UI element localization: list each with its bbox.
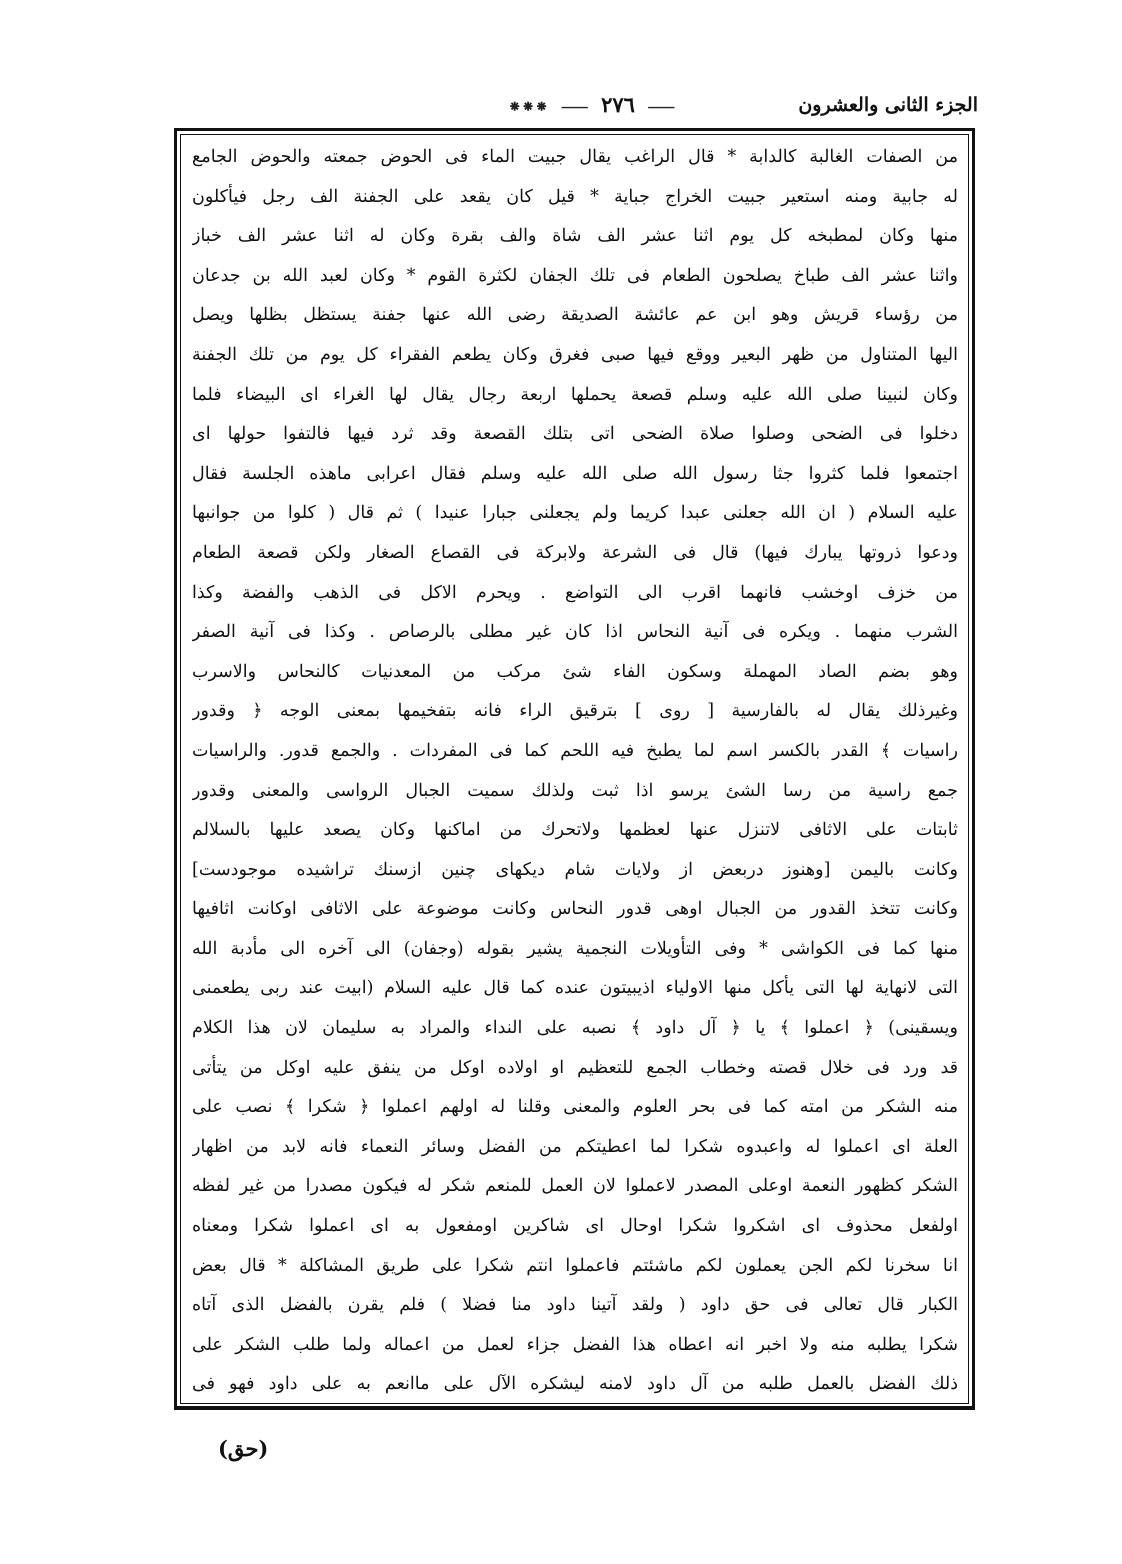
- text-line: اولفعل محذوف اى اشكروا شكرا اوحال اى شاكرين اومفعول به اى اعملوا شكرا ومعناه: [192, 1216, 958, 1237]
- text-line: عليه السلام ( ان الله جعلنى عبدا كريما ولم يجعلنى جبارا عنيدا ) ثم قال ( كلوا من جوانبها: [192, 503, 958, 524]
- text-line: الشكر كظهور النعمة اوعلى المصدر لاعملوا لان العمل للمنعم شكر له فيكون مصدرا من غير لفظه: [192, 1176, 958, 1197]
- text-line: وهو بضم الصاد المهملة وسكون الفاء شئ مركب من المعدنيات كالنحاس والاسرب: [192, 661, 958, 682]
- text-line: الشرب منهما . ويكره فى آنية النحاس اذا كان غير مطلى بالرصاص . وكذا فى آنية الصفر: [192, 622, 958, 643]
- text-line: من رؤساء قريش وهو ابن عم عائشة الصديقة رضى الله عنها جفنة يستظل بظلها ويصل: [192, 305, 958, 326]
- text-line: ثابتات على الاثافى لاتنزل عنها لعظمها ولاتحرك من اماكنها وكان يصعد عليها بالسلالم: [192, 820, 958, 841]
- text-line: منه الشكر من امته كما فى بحر العلوم والمعنى وقلنا له اولهم اعملوا ﴿ شكرا ﴾ نصب على: [192, 1097, 958, 1118]
- text-line: له جابية ومنه استعير جبيت الخراج جباية * قيل كان يقعد على الجفنة الف رجل فيأكلون: [192, 186, 958, 207]
- page-number-group: [508, 92, 675, 117]
- text-line: واثنا عشر الف طباخ يصلحون الطعام فى تلك الجفان لكثرة القوم * وكان لعبد الله بن جدعان: [192, 265, 958, 286]
- text-line: منها كما فى الكواشى * وفى التأويلات النجمية يشير بقوله (وجفان) الى آخره الى مأدبة الله: [192, 938, 958, 959]
- text-line: قد ورد فى خلال قصته وخطاب الجمع للتعظيم او اولاده اوكل من ينفق عليه اوكل من يتأتى: [192, 1057, 958, 1078]
- catchword: (حق): [218, 1436, 269, 1461]
- text-line: منها وكان لمطبخه كل يوم اثنا عشر الف شاة والف بقرة وكان له اثنا عشر الف خباز: [192, 226, 958, 247]
- text-line: ويسقينى) ﴿ اعملوا ﴾ يا ﴿ آل داود ﴾ نصبه على النداء والمراد به سليمان لان هذا الكلام: [192, 1018, 958, 1039]
- text-line: وكانت تتخذ القدور من الجبال اوهى قدور النحاس وكانت موضوعة على الاثافى اوكانت اثافيها: [192, 899, 958, 920]
- text-line: من خزف اوخشب فانهما اقرب الى التواضع . ويحرم الاكل فى الذهب والفضة وكذا: [192, 582, 958, 603]
- left-dash-icon: ⸺: [555, 97, 594, 116]
- text-line: جمع راسية من رسا الشئ يرسو اذا ثبت ولذلك سميت الجبال الرواسى والمعنى وقدور: [192, 780, 958, 801]
- text-line: من الصفات الغالبة كالدابة * قال الراغب يقال جبيت الماء فى الحوض جمعته والحوض الجامع: [192, 147, 958, 167]
- text-line: التى لانهاية لها التى يأكل منها الاولياء اذيبيتون عنده كما قال عليه السلام (ابيت عند ربى يطعمنى: [192, 978, 958, 999]
- right-dash-icon: ⸺: [642, 97, 675, 116]
- text-line: وكان لنبينا صلى الله عليه وسلم قصعة يحملها اربعة رجال يقال لها الغراء اى البيضاء فلما: [192, 384, 958, 405]
- text-line: اجتمعوا فلما كثروا جثا رسول الله صلى الله عليه وسلم فقال اعرابى ماهذه الجلسة فقال: [192, 463, 958, 484]
- page-number: ٢٧٦: [601, 92, 635, 117]
- text-line: ودعوا ذروتها يبارك فيها) قال فى الشرعة ولابركة فى القصاع الصغار ولكن قصعة الطعام: [192, 542, 958, 563]
- running-title: الجزء الثانى والعشرون: [798, 94, 978, 116]
- text-line: وكانت باليمن [وهنوز دربعض از ولايات شام ديكهاى چنين ازسنك تراشيده موجودست]: [192, 859, 958, 880]
- text-line: شكرا يطلبه منه ولا اخبر انه اعطاه هذا الفضل جزاء لعمل من اعماله ولما طلب الشكر على: [192, 1334, 958, 1355]
- left-ornament-icon: ⁕⁕⁕: [508, 97, 549, 116]
- text-line: ذلك الفضل بالعمل طلبه من آل داود لامنه ليشكره الآل على ماانعم به على داود فهو فى: [192, 1374, 958, 1395]
- body-text: [192, 138, 958, 1405]
- page-header: [178, 92, 978, 132]
- text-line: دخلوا فى الضحى وصلوا صلاة الضحى اتى بتلك القصعة وقد ثرد فيها فالتفوا حولها اى: [192, 424, 958, 445]
- text-line: وغيرذلك يقال له بالفارسية [ روى ] بترقيق الراء فانه بتفخيمها بمعنى الوجه ﴿ وقدور: [192, 701, 958, 722]
- text-line: اليها المتناول من ظهر البعير ووقع فيها صبى فغرق وكان يطعم الفقراء كل يوم من تلك الجفنة: [192, 344, 958, 365]
- text-line: راسيات ﴾ القدر بالكسر اسم لما يطبخ فيه اللحم كما فى المفردات . والجمع قدور. والراسيات: [192, 740, 958, 761]
- text-line: العلة اى اعملوا له واعبدوه شكرا لما اعطيتكم من الفضل وسائر النعماء فانه لابد من اظهار: [192, 1136, 958, 1157]
- text-line: انا سخرنا لكم الجن يعملون لكم ماشئتم فاعملوا انتم شكرا على طريق المشاكلة * قال بعض: [192, 1255, 958, 1276]
- text-line: الكبار قال تعالى فى حق داود ( ولقد آتينا داود منا فضلا ) فلم يقرن بالفضل الذى آتاه: [192, 1295, 958, 1316]
